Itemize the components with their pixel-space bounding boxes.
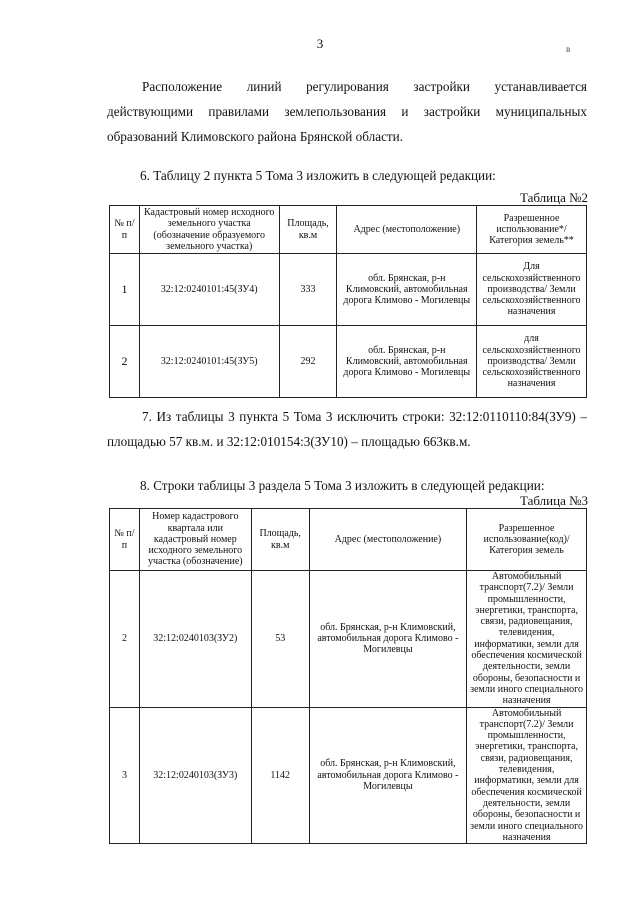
table3-cell-area: 53 [251, 571, 309, 708]
table3-cell-usage: Автомобильный транспорт(7.2)/ Земли промышленности, энергетики, транспорта, связи, радиовещания, телевидения, информатики, земли для обеспечения космической деятельности, земли обороны, безопасности и земли иного специального назначения [467, 571, 587, 708]
table2-cell-usage: для сельскохозяйственного производства/ Земли сельскохозяйственного назначения [477, 326, 587, 398]
table-row [110, 254, 587, 326]
table2-header-cadastral: Кадастровый номер исходного земельного участка (обозначение образуемого земельного участка) [139, 206, 279, 254]
table-2 [109, 205, 587, 398]
table3-cell-address: обл. Брянская, р-н Климовский, автомобильная дорога Климово - Могилевцы [309, 707, 467, 844]
paragraph-item-6: 6. Таблицу 2 пункта 5 Тома 3 изложить в следующей редакции: [140, 168, 496, 183]
table2-cell-address: обл. Брянская, р-н Климовский, автомобильная дорога Климово - Могилевцы [337, 326, 477, 398]
table2-caption: Таблица №2 [519, 190, 588, 205]
table2-cell-num: 1 [110, 254, 140, 326]
table2-cell-usage: Для сельскохозяйственного производства/ Земли сельскохозяйственного назначения [477, 254, 587, 326]
table-row [110, 326, 587, 398]
table3-cell-num: 2 [110, 571, 140, 708]
table3-cell-area: 1142 [251, 707, 309, 844]
paragraph-regulation-lines: Расположение линий регулирования застройки устанавливается действующими правилами землепользования и застройки муниципальных образований Климовского района Брянской области. [107, 79, 587, 144]
table3-header-address: Адрес (местоположение) [309, 509, 467, 571]
table3-header-area: Площадь, кв.м [251, 509, 309, 571]
table2-header-usage: Разрешенное использование*/ Категория земель** [477, 206, 587, 254]
table3-cell-cadastral: 32:12:0240103(ЗУ2) [139, 571, 251, 708]
table2-header-address: Адрес (местоположение) [337, 206, 477, 254]
table3-header-cadastral: Номер кадастрового квартала или кадастровый номер исходного земельного участка (обозначение) [139, 509, 251, 571]
table2-cell-cadastral: 32:12:0240101:45(ЗУ4) [139, 254, 279, 326]
table2-cell-area: 333 [279, 254, 337, 326]
table3-header-row [110, 509, 587, 571]
table3-cell-usage: Автомобильный транспорт(7.2)/ Земли промышленности, энергетики, транспорта, связи, радиовещания, телевидения, информатики, земли для обеспечения космической деятельности, земли обороны, безопасности и земли иного специального назначения [467, 707, 587, 844]
table3-header-num: № п/п [110, 509, 140, 571]
table3-header-usage: Разрешенное использование(код)/ Категория земель [467, 509, 587, 571]
paragraph-item-8: 8. Строки таблицы 3 раздела 5 Тома 3 изложить в следующей редакции: [140, 478, 545, 493]
paragraph-item-7: 7. Из таблицы 3 пункта 5 Тома 3 исключить строки: 32:12:0110110:84(ЗУ9) – площадью 57 кв.м. и 32:12:010154:3(ЗУ10) – площадью 663кв.м. [107, 409, 587, 449]
table2-header-num: № п/п [110, 206, 140, 254]
table2-cell-num: 2 [110, 326, 140, 398]
table-row [110, 571, 587, 708]
page-number: 3 [316, 36, 324, 51]
table2-cell-area: 292 [279, 326, 337, 398]
table-row [110, 707, 587, 844]
table3-cell-address: обл. Брянская, р-н Климовский, автомобильная дорога Климово - Могилевцы [309, 571, 467, 708]
table3-cell-cadastral: 32:12:0240103(ЗУ3) [139, 707, 251, 844]
table-3 [109, 508, 587, 844]
table2-cell-cadastral: 32:12:0240101:45(ЗУ5) [139, 326, 279, 398]
table2-header-area: Площадь, кв.м [279, 206, 337, 254]
table2-header-row [110, 206, 587, 254]
table2-cell-address: обл. Брянская, р-н Климовский, автомобильная дорога Климово - Могилевцы [337, 254, 477, 326]
corner-mark: в [566, 44, 571, 54]
table3-cell-num: 3 [110, 707, 140, 844]
table3-caption: Таблица №3 [519, 493, 588, 508]
